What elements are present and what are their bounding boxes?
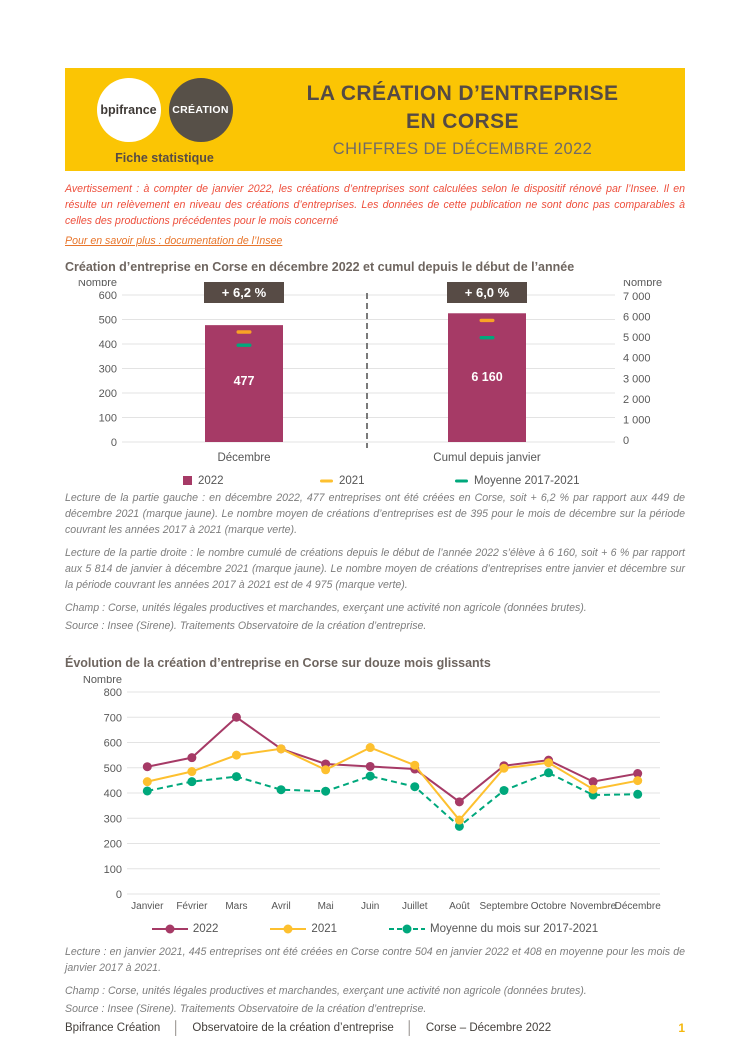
masthead: [65, 68, 685, 171]
data-point: [277, 786, 286, 795]
data-point: [499, 786, 508, 795]
logo-block: [65, 68, 250, 171]
y-axis-tick: 100: [103, 864, 122, 877]
data-point: [187, 767, 196, 776]
warning-notice: Avertissement : à compter de janvier 2022, les créations d’entreprises sont calculées selon le dispositif rénové par l’Insee. Il en résulte un relèvement en niveau des créations d’entreprises. Les données de cette publication ne sont donc pas comparables à celles des productions précédentes pour le mois concerné: [65, 183, 685, 227]
note-lecture-droite: Lecture de la partie droite : le nombre cumulé de créations depuis le début de l’année 2022 s’élève à 6 160, soit + 6 % par rapport aux 5 814 de janvier à décembre 2021 (marque jaune). Le nombre moyen de créations d’entreprises entre janvier et décembre sur la période couvrant les années 2017 à 2021 est de 4 975 (marque verte).: [65, 546, 685, 591]
note-source-2: Source : Insee (Sirene). Traitements Observatoire de la création d’entreprise.: [65, 1003, 427, 1016]
creation-logo: CRÉATION: [169, 78, 233, 142]
data-point: [544, 769, 553, 778]
legend-swatch-square: [183, 476, 193, 486]
line-chart-svg: [65, 676, 685, 918]
marker-2021: [480, 318, 495, 321]
note-champ-2: Champ : Corse, unités légales productives et marchandes, exerçant une activité non agricole (données brutes).: [65, 985, 587, 998]
page-title-line1: LA CRÉATION D’ENTREPRISE: [306, 81, 619, 105]
section2-notes: [65, 945, 685, 1020]
legend-label: 2022: [198, 474, 224, 487]
legend-swatch-line-dot: [152, 923, 188, 935]
x-axis-tick: Juin: [361, 901, 380, 913]
x-axis-tick: Juillet: [402, 901, 428, 913]
marker-moyenne: [480, 336, 495, 339]
right-axis-tick: 1 000: [623, 414, 651, 427]
bar-value-label: 6 160: [471, 369, 503, 384]
page-title-line2: EN CORSE: [406, 110, 519, 133]
page-subtitle: CHIFFRES DE DÉCEMBRE 2022: [332, 140, 593, 159]
left-axis-tick: 100: [98, 412, 117, 425]
category-label: Cumul depuis janvier: [433, 451, 541, 464]
footer: [65, 1020, 685, 1061]
right-axis-tick: 3 000: [623, 372, 651, 385]
note-lecture: Lecture : en janvier 2021, 445 entreprises ont été créées en Corse contre 504 en janvier 2022 et 408 en moyenne pour les mois de janvier 2017 à 2021.: [65, 946, 685, 975]
left-axis-title: Nombre: [77, 279, 117, 289]
data-point: [232, 713, 241, 722]
marker-moyenne: [237, 343, 252, 346]
bar-chart-svg: [65, 280, 685, 470]
section1-notes: [65, 491, 685, 636]
legend-swatch-line-dot: [270, 923, 306, 935]
data-point: [232, 751, 241, 760]
data-point: [544, 759, 553, 768]
x-axis-tick: Septembre: [479, 901, 529, 913]
data-point: [589, 785, 598, 794]
x-axis-tick: Mars: [225, 901, 248, 913]
footer-separator: │: [172, 1020, 181, 1035]
section1-heading: Création d’entreprise en Corse en décembre 2022 et cumul depuis le début de l’année: [65, 259, 575, 274]
tagline: Fiche statistique: [115, 151, 214, 165]
data-point: [366, 743, 375, 752]
data-point: [455, 816, 464, 825]
data-point: [321, 766, 330, 775]
percent-badge-label: + 6,2 %: [221, 284, 267, 300]
right-axis-tick: 6 000: [623, 311, 651, 324]
data-point: [143, 778, 152, 787]
insee-documentation-link[interactable]: Pour en savoir plus : documentation de l’Insee: [65, 234, 283, 247]
legend-swatch-dash: [320, 476, 334, 486]
right-axis-tick: 4 000: [623, 352, 651, 365]
left-axis-tick: 200: [98, 387, 117, 400]
x-axis-tick: Février: [176, 901, 208, 913]
x-axis-tick: Mai: [317, 901, 334, 913]
legend-label: 2022: [192, 923, 219, 936]
y-axis-tick: 800: [103, 687, 122, 700]
right-axis-tick: 7 000: [623, 290, 651, 303]
series-line-2022: [147, 718, 637, 803]
note-lecture-gauche: Lecture de la partie gauche : en décembre 2022, 477 entreprises ont été créées en Corse, soit + 6,2 % par rapport aux 449 de décembre 2021 (marque jaune). Le nombre moyen de créations d’entreprises est de 395 pour le mois de décembre sur la période couvrant les années 2017 à 2021 (marque verte).: [65, 492, 685, 537]
page-number: 1: [678, 1020, 685, 1035]
category-label: Décembre: [217, 451, 271, 464]
x-axis-tick: Janvier: [131, 901, 164, 913]
legend-label: Moyenne du mois sur 2017-2021: [430, 923, 599, 936]
y-axis-tick: 600: [103, 737, 122, 750]
footer-separator: │: [405, 1020, 414, 1035]
legend-swatch-line-dot: [389, 923, 425, 935]
legend-swatch-dash: [455, 476, 469, 486]
y-axis-tick: 400: [103, 788, 122, 801]
left-axis-tick: 600: [98, 289, 117, 302]
legend-label: 2021: [339, 474, 365, 487]
footer-observatoire: Observatoire de la création d’entreprise: [192, 1021, 394, 1034]
right-axis-tick: 0: [623, 434, 630, 447]
bar-chart: [65, 280, 685, 475]
left-axis-tick: 400: [98, 338, 117, 351]
percent-badge-label: + 6,0 %: [464, 284, 510, 300]
right-axis-title: Nombre: [623, 279, 663, 289]
data-point: [410, 783, 419, 792]
data-point: [187, 754, 196, 763]
legend-item: [389, 923, 598, 935]
legend-label: Moyenne 2017-2021: [474, 474, 580, 487]
legend-label: 2021: [311, 923, 338, 936]
y-axis-tick: 200: [103, 838, 122, 851]
footer-brand: Bpifrance Création: [65, 1021, 161, 1034]
insee-link-row: [65, 235, 685, 247]
title-block: [250, 68, 685, 171]
y-axis-tick: 700: [103, 712, 122, 725]
x-axis-tick: Avril: [271, 901, 291, 913]
data-point: [366, 762, 375, 771]
left-axis-tick: 0: [110, 436, 117, 449]
x-axis-tick: Décembre: [614, 901, 661, 913]
data-point: [143, 763, 152, 772]
bar-value-label: 477: [233, 373, 255, 388]
data-point: [455, 798, 464, 807]
y-axis-tick: 0: [115, 889, 122, 902]
x-axis-tick: Octobre: [530, 901, 567, 913]
data-point: [232, 773, 241, 782]
legend-item: [152, 923, 219, 935]
left-axis-tick: 300: [98, 363, 117, 376]
legend-item: [270, 923, 337, 935]
line-chart-legend: [65, 923, 685, 935]
data-point: [633, 790, 642, 799]
bar-chart-legend: [65, 474, 685, 487]
section2-heading: Évolution de la création d’entreprise en Corse sur douze mois glissants: [65, 656, 491, 671]
data-point: [143, 787, 152, 796]
data-point: [366, 772, 375, 781]
data-point: [633, 777, 642, 786]
data-point: [321, 787, 330, 796]
legend-item: [455, 475, 580, 487]
line-chart: [65, 676, 685, 923]
y-axis-tick: 500: [103, 763, 122, 776]
marker-2021: [237, 330, 252, 333]
left-axis-tick: 500: [98, 314, 117, 327]
y-axis-tick: 300: [103, 813, 122, 826]
footer-region-date: Corse – Décembre 2022: [425, 1021, 552, 1034]
series-line-2021: [147, 748, 637, 820]
note-champ: Champ : Corse, unités légales productives et marchandes, exerçant une activité non agricole (données brutes).: [65, 601, 587, 614]
data-point: [277, 745, 286, 754]
data-point: [187, 778, 196, 787]
right-axis-tick: 2 000: [623, 393, 651, 406]
note-source: Source : Insee (Sirene). Traitements Observatoire de la création d’entreprise.: [65, 619, 427, 632]
legend-item: [183, 475, 224, 487]
y-axis-title: Nombre: [82, 676, 122, 687]
data-point: [499, 764, 508, 773]
x-axis-tick: Novembre: [570, 901, 617, 913]
bpifrance-logo: bpifrance: [97, 78, 161, 142]
right-axis-tick: 5 000: [623, 331, 651, 344]
legend-item: [320, 475, 365, 487]
x-axis-tick: Août: [449, 901, 470, 913]
data-point: [410, 761, 419, 770]
